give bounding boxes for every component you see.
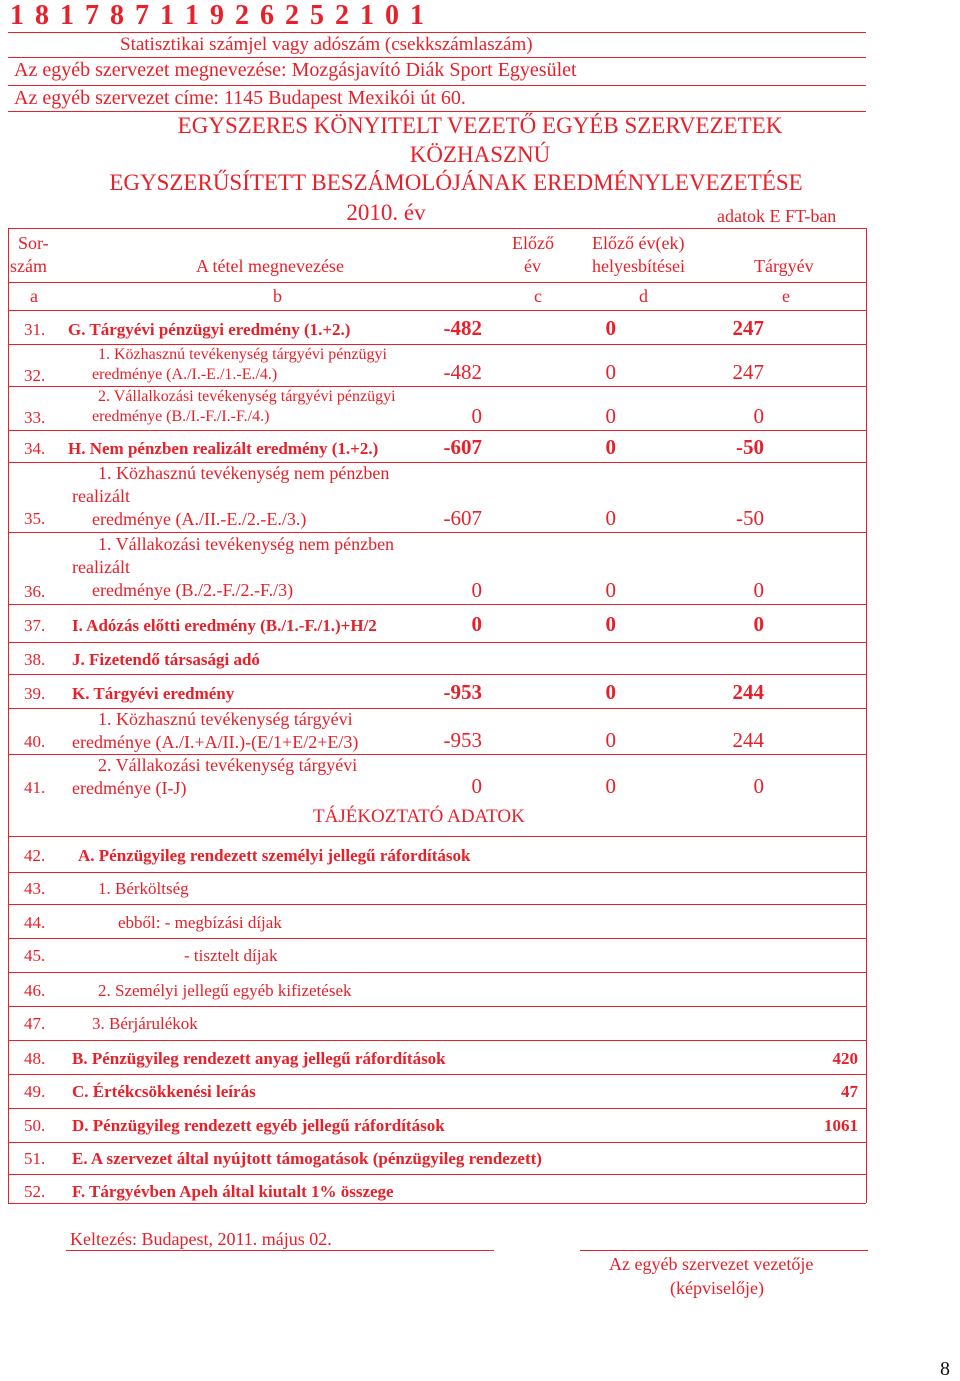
row-number: 45. (24, 946, 46, 965)
value-current-year: 244 (732, 680, 764, 704)
row-number: 37. (24, 616, 46, 635)
col-sorszam-2: szám (10, 256, 47, 276)
row-number: 52. (24, 1182, 46, 1201)
info-row (8, 1142, 866, 1174)
row-label-line-2: eredménye (B./I.-F./I.-F./4.) (92, 408, 270, 425)
value-current-year: 247 (732, 316, 764, 340)
value-current-year: -50 (736, 435, 764, 459)
info-value: 420 (832, 1049, 858, 1068)
tax-number: 1 8 1 7 8 7 1 1 9 2 6 2 5 2 1 0 1 (10, 0, 426, 31)
row-label-line-1: 2. Vállalkozási tevékenység tárgyévi pénzügyi (98, 388, 396, 405)
title-line-2: KÖZHASZNÚ (409, 142, 551, 167)
table-bottom (8, 1203, 866, 1204)
row-number: 47. (24, 1014, 46, 1033)
info-value: 47 (841, 1082, 858, 1101)
value-correction: 0 (605, 404, 616, 428)
info-value: 1061 (824, 1116, 858, 1135)
rule (8, 57, 866, 58)
info-section-title: TÁJÉKOZTATÓ ADATOK (313, 806, 525, 827)
row-number: 51. (24, 1149, 46, 1168)
col-letter-c: c (534, 286, 542, 306)
row-number: 40. (24, 732, 46, 751)
table-row (8, 532, 866, 604)
col-letter-a: a (30, 286, 38, 306)
row-label: B. Pénzügyileg rendezett anyag jellegű ráfordítások (72, 1049, 446, 1068)
value-correction: 0 (605, 774, 616, 798)
info-row (8, 1006, 866, 1040)
value-correction: 0 (605, 316, 616, 340)
info-row (8, 1108, 866, 1142)
col-helyesb-1: Előző év(ek) (592, 233, 685, 253)
signer-title: Az egyéb szervezet vezetője (609, 1254, 814, 1274)
row-label: G. Tárgyévi pénzügyi eredmény (1.+2.) (68, 320, 351, 339)
title-line-1: EGYSZERES KÖNYITELT VEZETŐ EGYÉB SZERVEZETEK (177, 113, 783, 138)
row-label-line-2: eredménye (A./I.-E./1.-E./4.) (92, 366, 278, 383)
value-correction: 0 (605, 506, 616, 530)
row-number: 49. (24, 1082, 46, 1101)
info-row (8, 1040, 866, 1074)
org-name: Az egyéb szervezet megnevezése: Mozgásjavító Diák Sport Egyesület (14, 59, 577, 81)
row-label: 2. Személyi jellegű egyéb kifizetések (98, 981, 352, 1000)
table-row (8, 642, 866, 674)
col-megnevezes: A tétel megnevezése (196, 256, 344, 276)
table-row (8, 310, 866, 344)
info-row (8, 1174, 866, 1203)
row-number: 46. (24, 981, 46, 1000)
row-label: K. Tárgyévi eredmény (72, 684, 235, 703)
value-current-year: 0 (753, 578, 764, 602)
row-number: 31. (24, 320, 46, 339)
row-label: H. Nem pénzben realizált eredmény (1.+2.) (68, 439, 379, 458)
info-row (8, 1074, 866, 1108)
row-label: C. Értékcsökkenési leírás (72, 1082, 256, 1101)
info-row (8, 972, 866, 1006)
value-current-year: -50 (736, 506, 764, 530)
row-label-line-1: 2. Vállakozási tevékenység tárgyévi (98, 755, 358, 775)
row-label-line-1: 1. Vállakozási tevékenység nem pénzben (98, 534, 395, 554)
table-row (8, 344, 866, 386)
row-label: 3. Bérjárulékok (92, 1014, 198, 1033)
row-label-line-3: eredménye (B./2.-F./2.-F./3) (92, 580, 294, 600)
page-number: 8 (940, 1358, 950, 1380)
value-correction: 0 (605, 360, 616, 384)
row-label-line-2: eredménye (I-J) (72, 778, 187, 798)
col-letter-b: b (273, 286, 282, 306)
table-row (8, 430, 866, 462)
value-current-year: 0 (753, 404, 764, 428)
title-year: 2010. év (346, 200, 426, 225)
value-current-year: 0 (753, 612, 764, 636)
row-label-line-2: realizált (72, 557, 130, 577)
row-number: 43. (24, 879, 46, 898)
row-number: 38. (24, 650, 46, 669)
row-number: 50. (24, 1116, 46, 1135)
row-label: F. Tárgyévben Apeh által kiutalt 1% összege (72, 1182, 394, 1201)
rule (8, 111, 866, 112)
col-helyesb-2: helyesbítései (592, 256, 685, 276)
table-row (8, 462, 866, 532)
signer-subtitle: (képviselője) (670, 1278, 764, 1298)
value-prev-year: -607 (443, 435, 482, 459)
row-number: 34. (24, 439, 46, 458)
info-row (8, 872, 866, 904)
value-prev-year: -953 (443, 680, 482, 704)
value-prev-year: -482 (443, 316, 482, 340)
row-number: 33. (24, 408, 46, 427)
row-number: 39. (24, 684, 46, 703)
title-line-3: EGYSZERŰSÍTETT BESZÁMOLÓJÁNAK EREDMÉNYLEVEZETÉSE (109, 170, 803, 195)
col-letter-e: e (782, 286, 790, 306)
signature-line (580, 1250, 868, 1251)
date-underline (66, 1250, 494, 1251)
row-label: D. Pénzügyileg rendezett egyéb jellegű ráfordítások (72, 1116, 445, 1135)
value-prev-year: -953 (443, 728, 482, 752)
row-number: 42. (24, 846, 46, 865)
row-label: ebből: - megbízási díjak (118, 913, 282, 932)
value-current-year: 247 (732, 360, 764, 384)
value-prev-year: 0 (471, 578, 482, 602)
row-label-line-1: 1. Közhasznú tevékenység tárgyévi (98, 709, 353, 729)
value-correction: 0 (605, 435, 616, 459)
org-address: Az egyéb szervezet címe: 1145 Budapest Mexikói út 60. (14, 87, 466, 109)
row-number: 36. (24, 582, 46, 601)
date-place: Keltezés: Budapest, 2011. május 02. (70, 1229, 332, 1249)
col-targyev: Tárgyév (754, 256, 814, 276)
unit-note: adatok E FT-ban (717, 206, 837, 226)
row-label: A. Pénzügyileg rendezett személyi jellegű ráfordítások (78, 846, 471, 865)
value-correction: 0 (605, 680, 616, 704)
row-label: E. A szervezet által nyújtott támogatások (pénzügyileg rendezett) (72, 1149, 542, 1168)
value-correction: 0 (605, 612, 616, 636)
rule (8, 85, 866, 86)
info-row (8, 836, 866, 872)
value-prev-year: -482 (443, 360, 482, 384)
value-prev-year: -607 (443, 506, 482, 530)
col-elozo-2: év (524, 256, 541, 276)
rule (8, 282, 866, 283)
col-letter-d: d (639, 286, 648, 306)
row-label-line-2: realizált (72, 486, 130, 506)
row-label: - tisztelt díjak (184, 946, 278, 965)
value-current-year: 0 (753, 774, 764, 798)
row-number: 41. (24, 778, 46, 797)
table-row (8, 754, 866, 800)
value-correction: 0 (605, 578, 616, 602)
table-right-border (866, 228, 867, 1203)
table-row (8, 674, 866, 708)
info-row (8, 904, 866, 938)
row-label-line-1: 1. Közhasznú tevékenység nem pénzben (98, 463, 390, 483)
value-current-year: 244 (732, 728, 764, 752)
table-row (8, 708, 866, 754)
row-label: I. Adózás előtti eredmény (B./1.-F./1.)+H/2 (72, 616, 377, 635)
row-label-line-1: 1. Közhasznú tevékenység tárgyévi pénzügyi (98, 346, 387, 363)
rule (8, 32, 866, 33)
tax-caption: Statisztikai számjel vagy adószám (csekkszámlaszám) (120, 34, 533, 55)
row-number: 44. (24, 913, 46, 932)
row-label-line-3: eredménye (A./II.-E./2.-E./3.) (92, 509, 307, 529)
col-elozo-1: Előző (512, 233, 554, 253)
table-top (8, 228, 866, 229)
table-row (8, 386, 866, 430)
value-prev-year: 0 (471, 612, 482, 636)
value-correction: 0 (605, 728, 616, 752)
value-prev-year: 0 (471, 404, 482, 428)
row-label: J. Fizetendő társasági adó (72, 650, 260, 669)
info-row (8, 938, 866, 972)
row-number: 32. (24, 366, 46, 385)
value-prev-year: 0 (471, 774, 482, 798)
table-row (8, 604, 866, 642)
col-sorszam-1: Sor- (18, 233, 49, 253)
row-label: 1. Bérköltség (98, 879, 189, 898)
row-label-line-2: eredménye (A./I.+A/II.)-(E/1+E/2+E/3) (72, 732, 359, 752)
row-number: 35. (24, 509, 46, 528)
row-number: 48. (24, 1049, 46, 1068)
